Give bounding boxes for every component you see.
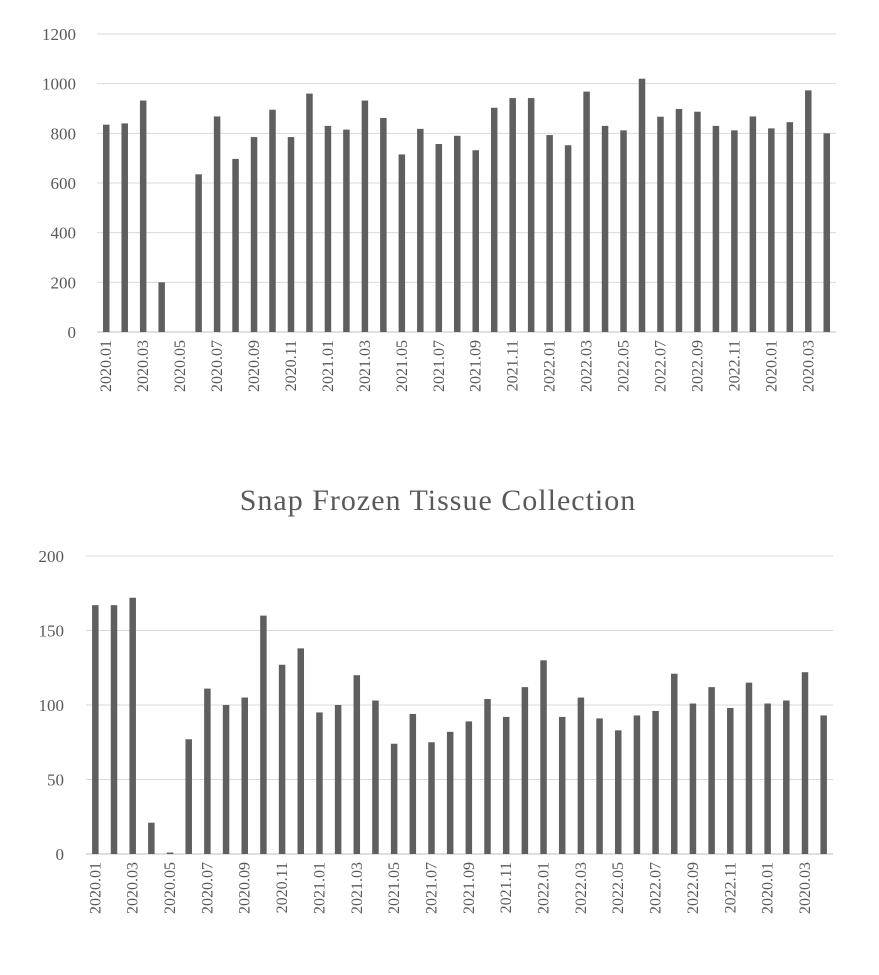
x-tick-label: 2020.05: [172, 340, 190, 392]
bar: [824, 133, 831, 332]
x-tick-label: 2021.05: [386, 862, 404, 914]
bar: [708, 687, 715, 854]
x-tick-label: 2022.07: [647, 862, 665, 914]
bar: [241, 698, 248, 854]
bar: [399, 154, 406, 332]
bar: [447, 732, 454, 854]
y-tick-label: 1200: [42, 25, 76, 44]
bar: [509, 98, 516, 332]
x-tick-label: 2020.01: [98, 340, 116, 392]
bar: [634, 715, 641, 854]
x-tick-label: 2021.03: [348, 862, 366, 914]
bar: [410, 714, 417, 854]
x-tick-label: 2021.01: [319, 340, 337, 392]
monthly-collection-chart: [0, 0, 879, 450]
y-tick-label: 0: [67, 323, 76, 342]
x-tick-label: 2021.07: [430, 340, 448, 392]
bar: [223, 705, 230, 854]
y-tick-label: 200: [50, 273, 76, 293]
bar: [750, 116, 757, 332]
x-tick-label: 2020.03: [135, 340, 153, 392]
x-tick-label: 2022.01: [541, 340, 559, 392]
bar: [380, 118, 387, 332]
bar: [615, 730, 622, 854]
bar: [195, 174, 202, 332]
bar: [288, 137, 295, 332]
x-tick-label: 2020.03: [800, 340, 818, 392]
bar: [657, 117, 664, 332]
bar: [652, 711, 659, 854]
bar: [694, 112, 701, 332]
bar: [690, 704, 697, 854]
bar: [140, 101, 147, 332]
y-tick-labels: [39, 547, 65, 864]
x-tick-label: 2020.11: [282, 340, 300, 392]
bar: [454, 136, 461, 332]
bar: [583, 92, 590, 332]
y-tick-label: 0: [55, 845, 64, 864]
bar: [764, 704, 771, 854]
x-tick-label: 2021.01: [311, 862, 329, 914]
y-tick-label: 800: [50, 124, 76, 144]
y-tick-label: 400: [50, 223, 76, 243]
bar: [639, 79, 646, 332]
bar: [335, 705, 342, 854]
bar: [251, 137, 258, 332]
x-tick-label: 2022.07: [652, 340, 670, 392]
x-tick-label: 2020.07: [209, 340, 227, 392]
bar: [129, 598, 136, 854]
y-tick-label: 100: [38, 696, 64, 715]
x-tick-label: 2021.09: [467, 340, 485, 392]
bar: [731, 130, 738, 332]
x-tick-label: 2021.03: [356, 340, 374, 392]
bar: [111, 605, 118, 854]
bar: [354, 675, 361, 854]
x-tick-labels: [98, 340, 817, 392]
x-tick-label: 2020.05: [162, 862, 180, 914]
bar: [298, 648, 305, 854]
x-tick-label: 2020.07: [199, 862, 217, 914]
bar: [103, 125, 110, 332]
bar: [214, 116, 221, 332]
bar: [602, 126, 609, 332]
bar: [260, 616, 267, 854]
x-tick-labels: [87, 862, 814, 914]
x-tick-label: 2020.03: [796, 862, 814, 914]
bar: [802, 672, 809, 854]
x-tick-label: 2022.01: [535, 862, 553, 914]
x-tick-label: 2022.09: [684, 862, 702, 914]
bar: [620, 130, 627, 332]
bar: [787, 122, 794, 332]
bar: [325, 126, 332, 332]
x-tick-label: 2021.09: [460, 862, 478, 914]
bar: [343, 130, 350, 332]
y-tick-label: 150: [38, 621, 64, 641]
bar: [671, 674, 678, 854]
bar: [746, 683, 753, 854]
x-tick-label: 2021.05: [393, 340, 411, 392]
bar: [92, 605, 99, 854]
x-tick-label: 2020.09: [246, 340, 264, 392]
bar: [713, 126, 720, 332]
x-tick-label: 2020.03: [124, 862, 142, 914]
bar: [540, 660, 547, 854]
x-tick-label: 2022.05: [615, 340, 633, 392]
bar: [362, 101, 369, 332]
x-tick-label: 2022.09: [689, 340, 707, 392]
y-gridlines: [97, 34, 836, 332]
y-tick-label: 200: [38, 547, 64, 566]
bar: [528, 98, 535, 332]
bar: [491, 108, 498, 332]
bar: [306, 94, 313, 332]
bar: [805, 90, 812, 332]
x-tick-label: 2022.03: [578, 340, 596, 392]
bar: [279, 665, 286, 854]
bar: [158, 282, 165, 332]
bar: [436, 144, 443, 332]
x-tick-label: 2022.11: [722, 862, 740, 914]
bar: [185, 739, 192, 854]
bar: [121, 123, 128, 332]
bars: [92, 598, 827, 854]
x-tick-label: 2020.09: [236, 862, 254, 914]
snap-frozen-tissue-chart: [0, 470, 879, 975]
bar: [167, 853, 174, 854]
bar: [204, 689, 211, 854]
x-tick-label: 2020.01: [87, 862, 105, 914]
bar: [768, 128, 775, 332]
bar: [428, 742, 435, 854]
x-tick-label: 2022.03: [572, 862, 590, 914]
x-tick-label: 2021.11: [504, 340, 522, 392]
y-gridlines: [86, 556, 833, 854]
x-tick-label: 2021.11: [498, 862, 516, 914]
y-tick-label: 50: [47, 770, 64, 790]
bar: [546, 135, 553, 332]
bar: [232, 159, 239, 332]
bar: [372, 701, 379, 854]
bar: [727, 708, 734, 854]
bar: [472, 150, 479, 332]
y-tick-label: 1000: [42, 74, 76, 94]
bar: [820, 715, 827, 854]
bar: [316, 712, 323, 854]
bar: [578, 698, 585, 854]
bar: [676, 109, 683, 332]
bar: [565, 145, 572, 332]
x-tick-label: 2020.01: [763, 340, 781, 392]
y-tick-labels: [42, 25, 76, 342]
bar: [503, 717, 510, 854]
bar: [559, 717, 566, 854]
x-tick-label: 2022.05: [610, 862, 628, 914]
bar: [466, 721, 473, 854]
bar: [783, 701, 790, 854]
bar: [484, 699, 491, 854]
bar: [596, 718, 603, 854]
x-tick-label: 2020.11: [274, 862, 292, 914]
bar: [148, 823, 155, 854]
bars: [103, 79, 830, 332]
bar: [417, 129, 424, 332]
x-tick-label: 2020.01: [759, 862, 777, 914]
y-tick-label: 600: [50, 174, 76, 193]
bar: [269, 110, 276, 332]
bar: [391, 744, 398, 854]
chart-title: Snap Frozen Tissue Collection: [239, 484, 637, 517]
bar: [522, 687, 529, 854]
x-tick-label: 2022.11: [726, 340, 744, 392]
x-tick-label: 2021.07: [423, 862, 441, 914]
